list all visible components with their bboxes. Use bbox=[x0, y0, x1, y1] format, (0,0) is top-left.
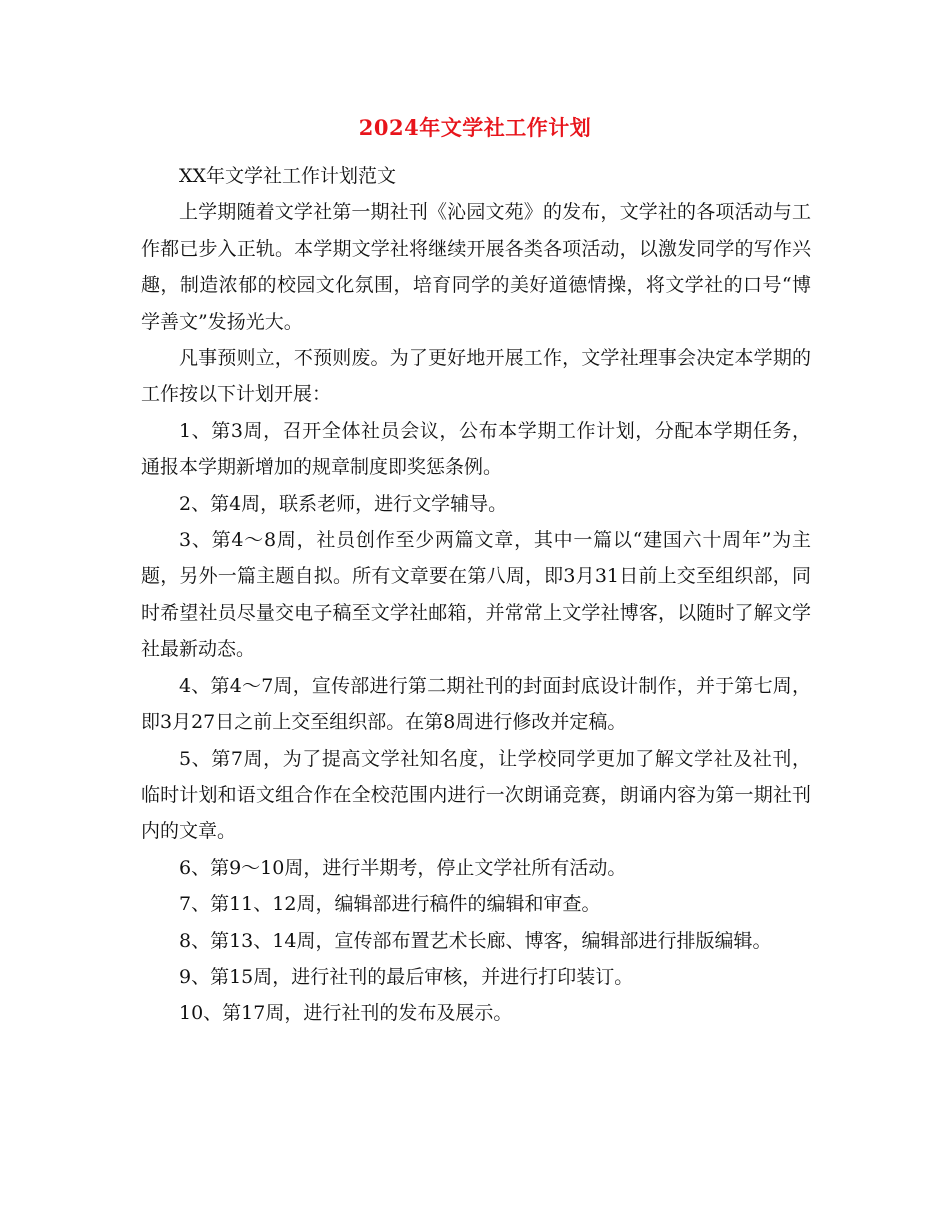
plan-item-6: 6、第9～10周，进行半期考，停止文学社所有活动。 bbox=[179, 856, 627, 879]
plan-item-1: 1、第3周，召开全体社员会议，公布本学期工作计划，分配本学期任务，通报本学期新增加的规章制度即奖惩条例。 bbox=[141, 419, 811, 479]
plan-item-4: 4、第4～7周，宣传部进行第二期社刊的封面封底设计制作，并于第七周，即3月27日之前上交至组织部。在第8周进行修改并定稿。 bbox=[141, 674, 811, 734]
plan-item-9: 9、第15周，进行社刊的最后审核，并进行打印装订。 bbox=[179, 965, 634, 988]
paragraph-intro: 上学期随着文学社第一期社刊《沁园文苑》的发布，文学社的各项活动与工作都已步入正轨。本学期文学社将继续开展各类各项活动，以激发同学的写作兴趣，制造浓郁的校园文化氛围，培育同学的美好道德情操，将文学社的口号“博学善文”发扬光大。 bbox=[141, 201, 811, 333]
plan-item-3: 3、第4～8周，社员创作至少两篇文章，其中一篇以“建国六十周年”为主题，另外一篇主题自拟。所有文章要在第八周，即3月31日前上交至组织部，同时希望社员尽量交电子稿至文学社邮箱，并常常上文学社博客，以随时了解文学社最新动态。 bbox=[141, 529, 811, 661]
document-title: 2024年文学社工作计划 bbox=[358, 115, 592, 140]
paragraph-subtitle: XX年文学社工作计划范文 bbox=[179, 165, 397, 187]
paragraph-preface: 凡事预则立，不预则废。为了更好地开展工作，文学社理事会决定本学期的工作按以下计划开展： bbox=[141, 347, 811, 406]
document-body bbox=[141, 158, 811, 1032]
plan-item-2: 2、第4周，联系老师，进行文学辅导。 bbox=[179, 492, 508, 515]
plan-item-5: 5、第7周，为了提高文学社知名度，让学校同学更加了解文学社及社刊，临时计划和语文组合作在全校范围内进行一次朗诵竞赛，朗诵内容为第一期社刊内的文章。 bbox=[141, 747, 811, 843]
plan-item-7: 7、第11、12周，编辑部进行稿件的编辑和审查。 bbox=[179, 893, 601, 916]
plan-item-8: 8、第13、14周，宣传部布置艺术长廊、博客，编辑部进行排版编辑。 bbox=[179, 929, 772, 952]
plan-item-10: 10、第17周，进行社刊的发布及展示。 bbox=[179, 1002, 513, 1025]
